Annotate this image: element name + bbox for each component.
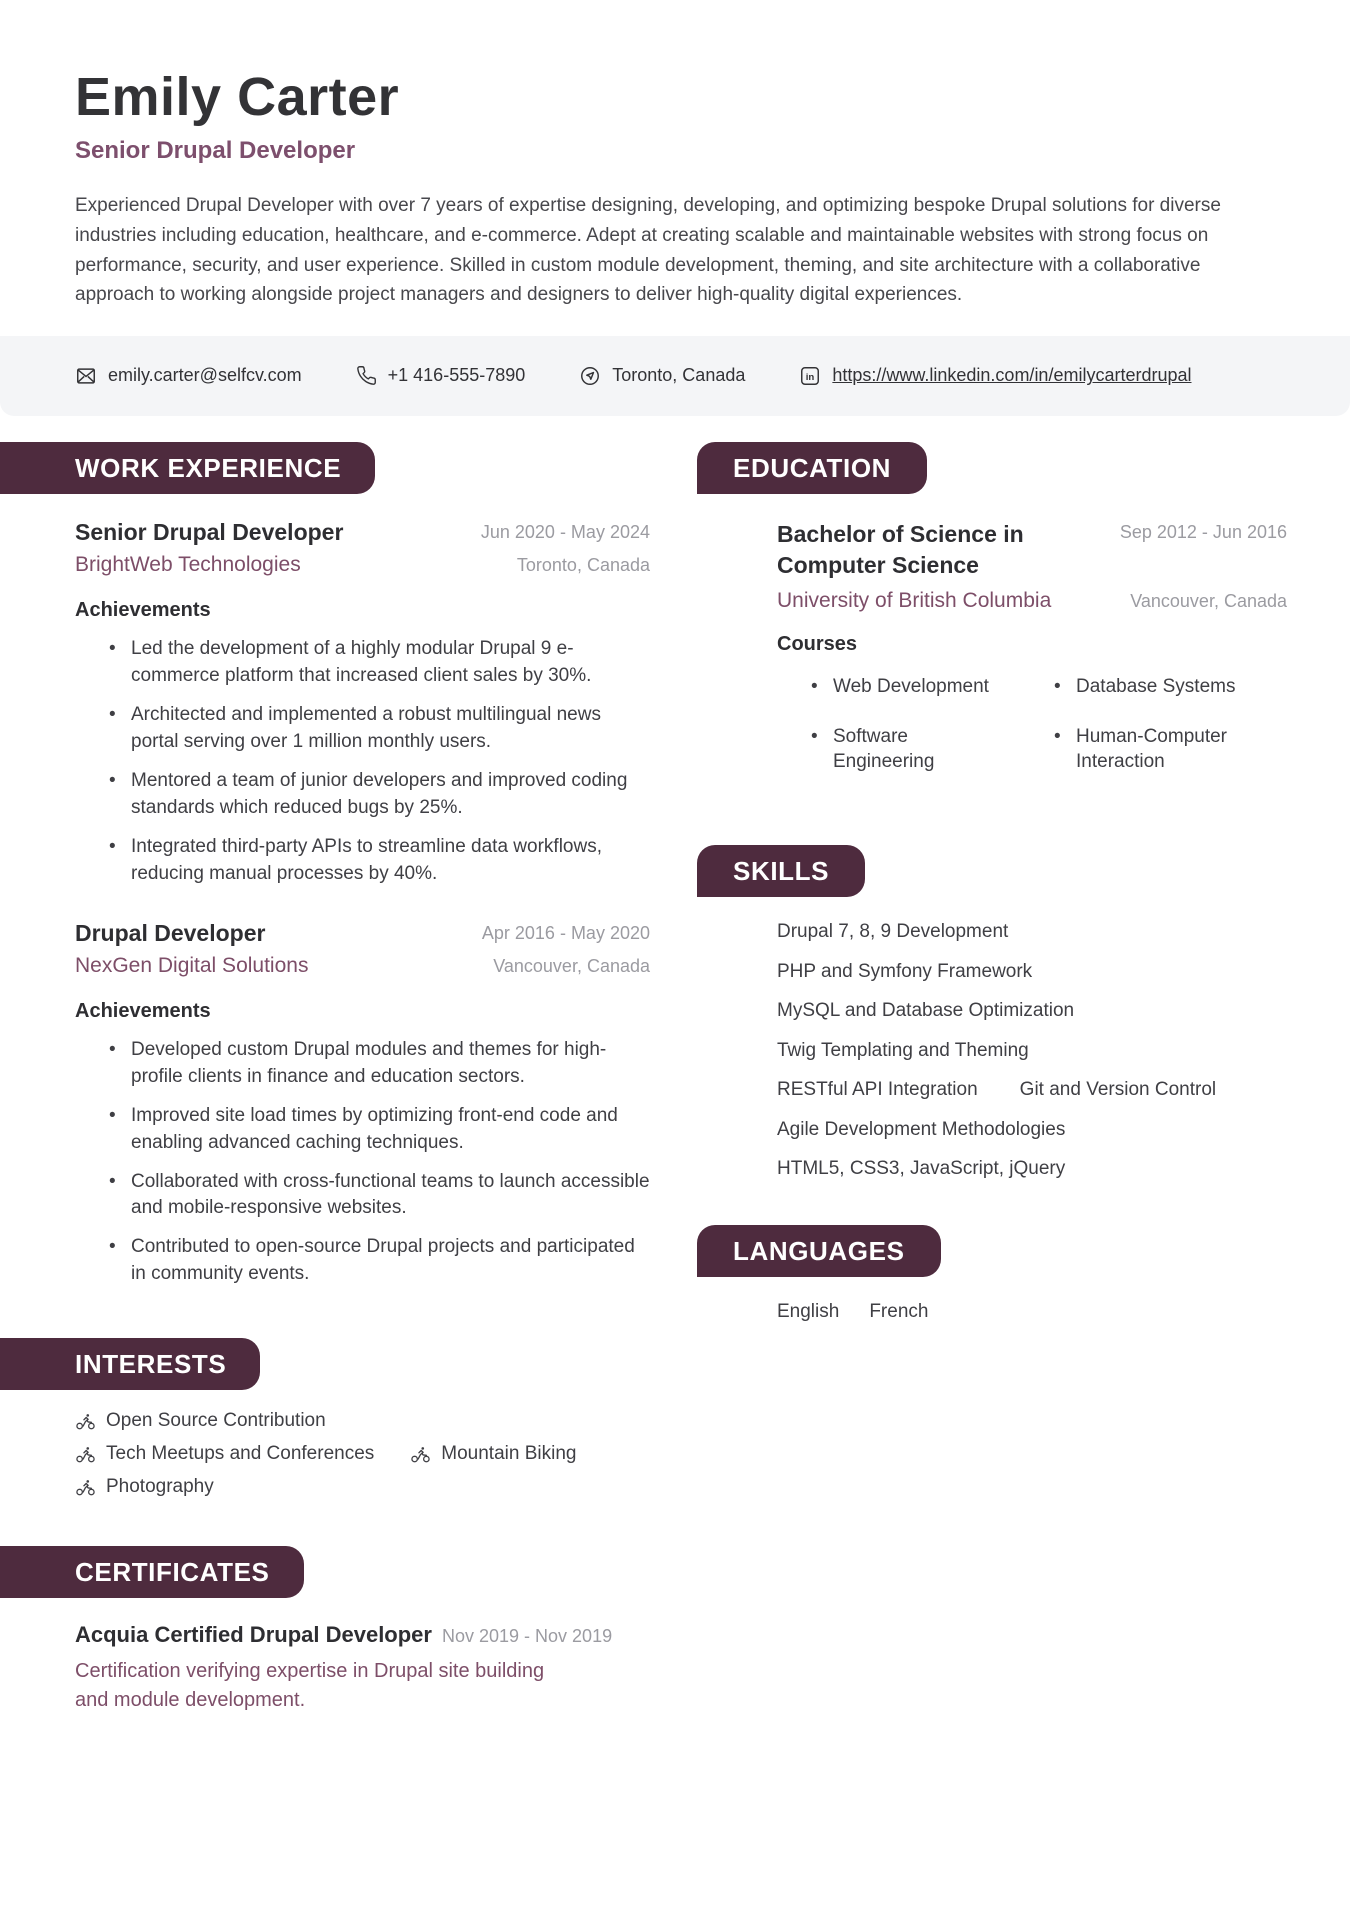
interest-item <box>75 1476 214 1498</box>
skill-item: Git and Version Control <box>1019 1079 1217 1101</box>
languages-list <box>777 1301 1287 1323</box>
person-name: Emily Carter <box>75 67 400 127</box>
skills-section <box>697 845 1290 1183</box>
courses-label: Courses <box>777 632 858 655</box>
skill-item: Twig Templating and Theming <box>777 1039 1029 1061</box>
job-role: Senior Drupal Developer <box>75 518 344 545</box>
section-heading-certificates: CERTIFICATES <box>0 1546 304 1598</box>
linkedin-icon <box>799 365 821 387</box>
interest-label: Tech Meetups and Conferences <box>106 1443 375 1465</box>
section-heading-skills: SKILLS <box>697 845 865 897</box>
achievements-list <box>75 636 650 888</box>
certificate-description: Certification verifying expertise in Drupal site building and module development. <box>75 1660 545 1712</box>
job-role: Drupal Developer <box>75 919 266 946</box>
email-icon <box>75 365 97 387</box>
bike-icon <box>75 1444 96 1465</box>
skill-item: MySQL and Database Optimization <box>777 1000 1075 1022</box>
certificate-entry <box>75 1622 650 1648</box>
achievement-item: • Architected and implemented a robust multilingual news portal serving over 1 million monthly users. <box>109 702 650 756</box>
certificate-title: Acquia Certified Drupal Developer <box>75 1622 432 1648</box>
achievements-list <box>75 1037 650 1289</box>
language-item: French <box>869 1301 929 1323</box>
bike-icon <box>75 1411 96 1432</box>
interests-section <box>0 1338 660 1498</box>
achievements-label: Achievements <box>75 999 211 1022</box>
section-heading-interests: INTERESTS <box>0 1338 260 1390</box>
achievement-item: • Contributed to open-source Drupal projects and participated in community events. <box>109 1234 650 1288</box>
section-heading-languages: LANGUAGES <box>697 1225 941 1277</box>
education-entry <box>777 519 1287 775</box>
skill-item: RESTful API Integration <box>777 1079 978 1101</box>
achievements-label: Achievements <box>75 598 211 621</box>
certificates-section <box>0 1546 660 1715</box>
skill-item: PHP and Symfony Framework <box>777 960 1033 982</box>
section-heading-education: EDUCATION <box>697 442 927 494</box>
skill-item: HTML5, CSS3, JavaScript, jQuery <box>777 1158 1066 1180</box>
language-item: English <box>777 1301 840 1323</box>
linkedin-link[interactable]: https://www.linkedin.com/in/emilycarterdrupal <box>832 365 1192 386</box>
degree-title: Bachelor of Science in Computer Science <box>777 520 1024 578</box>
job-dates: Jun 2020 - May 2024 <box>480 521 650 542</box>
bike-icon <box>410 1444 431 1465</box>
education-dates: Sep 2012 - Jun 2016 <box>1119 521 1287 542</box>
location-icon <box>579 365 601 387</box>
education-location: Vancouver, Canada <box>1130 590 1287 611</box>
contact-phone <box>356 365 526 386</box>
interest-label: Open Source Contribution <box>106 1410 326 1432</box>
contact-bar <box>0 336 1350 416</box>
achievement-item: • Developed custom Drupal modules and themes for high-profile clients in finance and education sectors. <box>109 1037 650 1091</box>
contact-email-text: emily.carter@selfcv.com <box>108 365 302 386</box>
resume-header <box>0 0 1350 310</box>
job-location: Vancouver, Canada <box>493 955 650 976</box>
contact-location-text: Toronto, Canada <box>612 365 746 386</box>
job-location: Toronto, Canada <box>516 554 650 575</box>
achievement-item: • Integrated third-party APIs to streamline data workflows, reducing manual processes by 40%. <box>109 834 650 888</box>
achievement-item: • Led the development of a highly modular Drupal 9 e-commerce platform that increased client sales by 30%. <box>109 636 650 690</box>
interest-item <box>75 1443 374 1465</box>
skill-item: Agile Development Methodologies <box>777 1118 1066 1140</box>
job-company: NexGen Digital Solutions <box>75 953 309 977</box>
interest-item <box>410 1443 576 1465</box>
contact-email <box>75 365 302 387</box>
certificate-dates: Nov 2019 - Nov 2019 <box>441 1626 613 1647</box>
course-item: • Software Engineering <box>811 724 989 775</box>
job-entry <box>75 920 650 1289</box>
course-item: • Web Development <box>811 674 989 700</box>
job-dates: Apr 2016 - May 2020 <box>481 922 650 943</box>
interest-label: Mountain Biking <box>441 1443 577 1465</box>
course-item: • Human-Computer Interaction <box>1054 724 1287 775</box>
person-title: Senior Drupal Developer <box>75 137 356 165</box>
section-heading-work-experience: WORK EXPERIENCE <box>0 442 375 494</box>
content-columns <box>0 442 1350 1716</box>
contact-linkedin <box>799 365 1191 387</box>
languages-section <box>697 1225 1290 1323</box>
achievement-item: • Collaborated with cross-functional teams to launch accessible and mobile-responsive websites. <box>109 1169 650 1223</box>
course-item: • Database Systems <box>1054 674 1287 700</box>
left-column <box>0 442 660 1716</box>
skill-item: Drupal 7, 8, 9 Development <box>777 920 1009 942</box>
interest-label: Photography <box>106 1476 214 1498</box>
contact-phone-text: +1 416-555-7890 <box>387 365 526 386</box>
right-column <box>697 442 1290 1323</box>
achievement-item: • Improved site load times by optimizing front-end code and enabling advanced caching techniques. <box>109 1103 650 1157</box>
job-entry <box>75 519 650 888</box>
interest-item <box>75 1410 326 1432</box>
courses-list <box>811 674 1287 775</box>
school-name: University of British Columbia <box>777 588 1052 612</box>
contact-location <box>579 365 745 387</box>
summary-paragraph: Experienced Drupal Developer with over 7 years of expertise designing, developing, and optimizing bespoke Drupal solutions for diverse industries including education, healthcare, and e-commerce. Adept at creating scalable and maintainable websites with strong focus on performance, security, and user experience. Skilled in custom module development, theming, and site architecture with a collaborative approach to working alongside project managers and designers to deliver high-quality digital experiences. <box>75 195 1221 306</box>
bike-icon <box>75 1477 96 1498</box>
achievement-item: • Mentored a team of junior developers and improved coding standards which reduced bugs by 25%. <box>109 768 650 822</box>
phone-icon <box>356 365 377 386</box>
job-company: BrightWeb Technologies <box>75 552 301 576</box>
svg-text:in: in <box>806 371 815 383</box>
